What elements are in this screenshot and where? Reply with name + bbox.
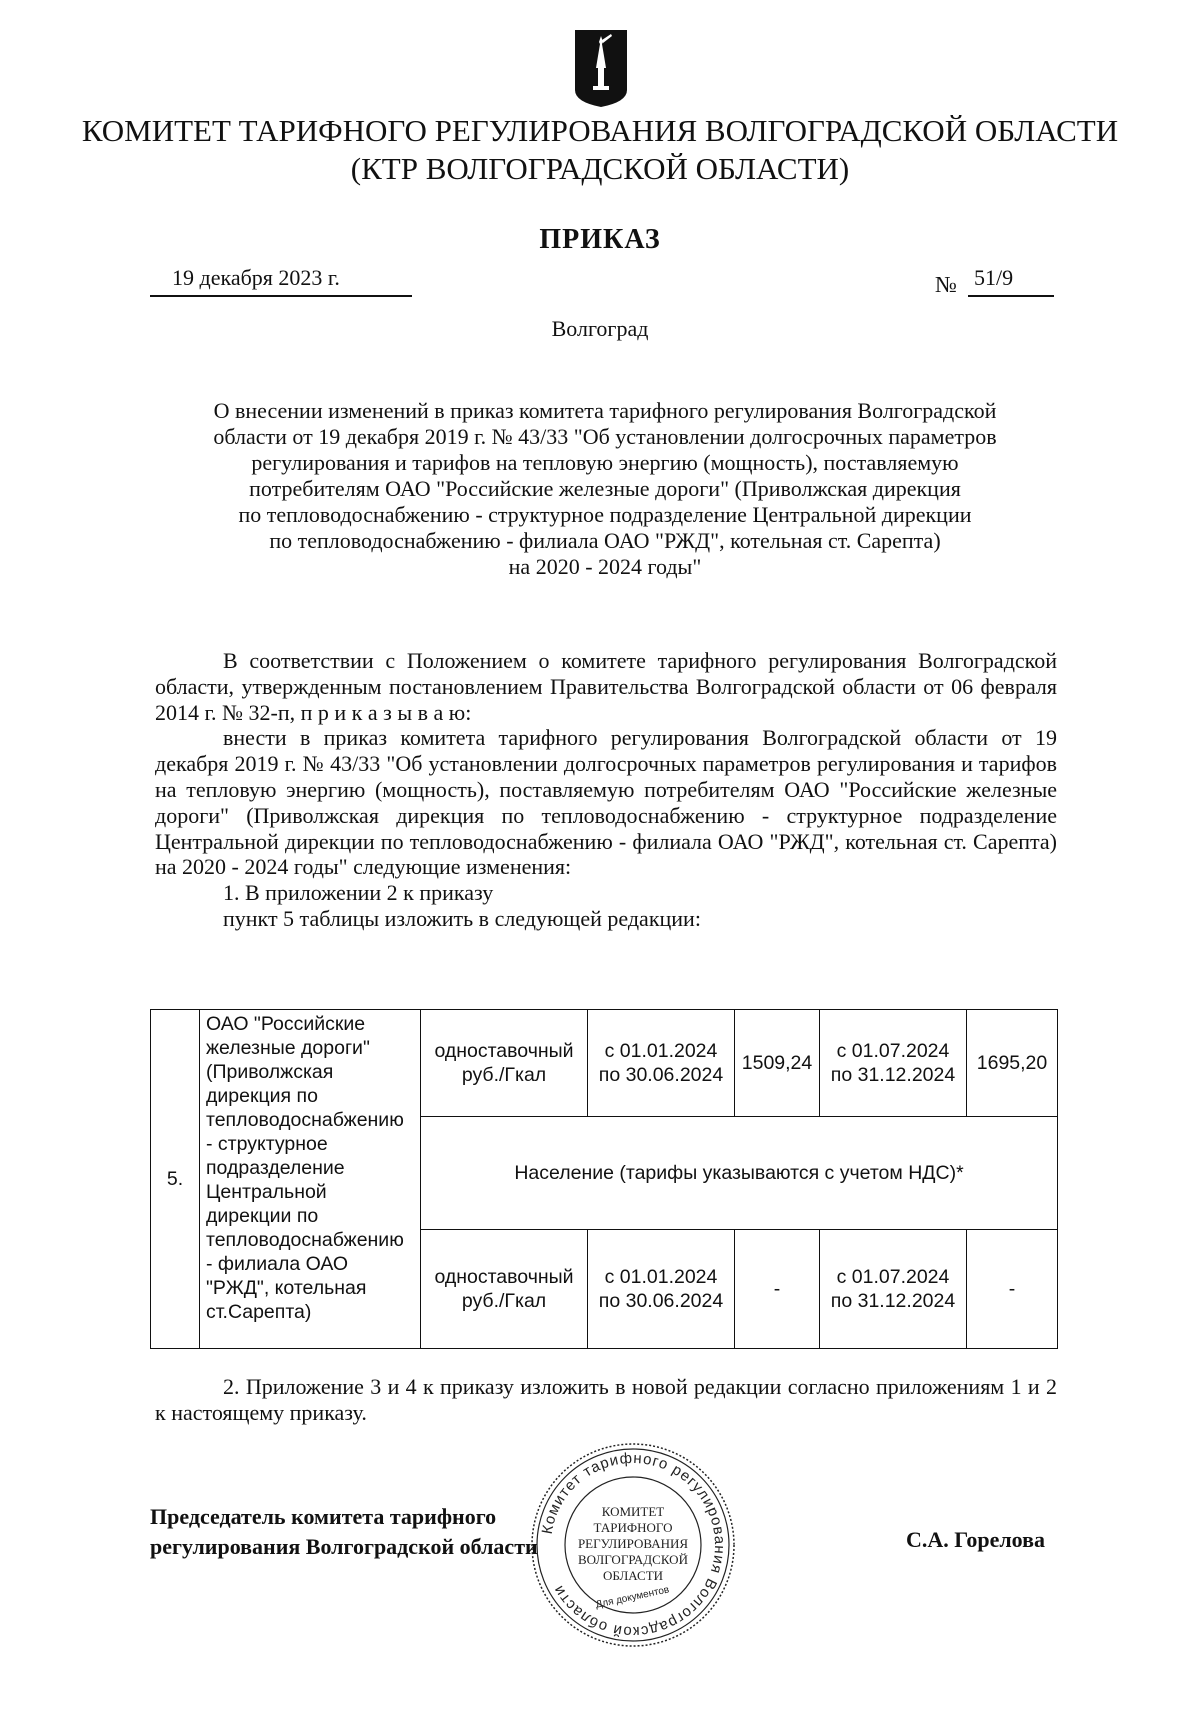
number-label: № <box>935 272 957 297</box>
subject-line: области от 19 декабря 2019 г. № 43/33 "Об установлении долгосрочных параметров <box>213 424 997 449</box>
order-body <box>155 648 1057 932</box>
org-line: подразделение <box>206 1157 345 1179</box>
document-number: 51/9 <box>968 265 1054 297</box>
seal-line: КОМИТЕТ <box>601 1504 665 1519</box>
document-subject <box>160 398 1050 580</box>
org-line: "РЖД", котельная <box>206 1277 367 1299</box>
seal-line: ВОЛГОГРАДСКОЙ <box>578 1552 688 1567</box>
period-1-cell <box>588 1010 735 1117</box>
seal-line: ТАРИФНОГО <box>593 1520 673 1535</box>
tariff-table <box>150 1009 1058 1349</box>
period-start: с 01.07.2024 <box>836 1265 950 1288</box>
position-line: Председатель комитета тарифного <box>150 1504 497 1529</box>
city: Волгоград <box>551 316 649 341</box>
seal-outer-text: Комитет тарифного регулирования Волгоградской области <box>538 1449 729 1641</box>
row-number: 5. <box>151 1010 200 1349</box>
org-line: железные дороги" <box>206 1037 370 1059</box>
period-end: по 31.12.2024 <box>830 1063 956 1086</box>
subject-line: потребителям ОАО "Российские железные дороги" (Приволжская дирекция <box>249 476 961 501</box>
tariff-unit: руб./Гкал <box>461 1063 547 1086</box>
item-1: 1. В приложении 2 к приказу <box>223 880 494 906</box>
position-line: регулирования Волгоградской области <box>150 1534 538 1559</box>
seal-bottom-text: Для документов <box>594 1584 671 1611</box>
value-2-cell: 1695,20 <box>967 1010 1058 1117</box>
official-seal-icon <box>528 1440 738 1650</box>
seal-line: РЕГУЛИРОВАНИЯ <box>577 1536 689 1551</box>
org-line: - филиала ОАО <box>206 1253 349 1275</box>
org-name-line1: КОМИТЕТ ТАРИФНОГО РЕГУЛИРОВАНИЯ ВОЛГОГРАДСКОЙ ОБЛАСТИ <box>81 113 1119 148</box>
subject-line: по тепловодоснабжению - структурное подразделение Центральной дирекции <box>238 502 972 527</box>
tariff-type-cell <box>421 1010 588 1117</box>
org-line: ОАО "Российские <box>206 1013 366 1035</box>
item-2-paragraph <box>155 1374 1057 1426</box>
organization-cell <box>200 1010 421 1349</box>
population-header: Население (тарифы указываются с учетом НДС)* <box>421 1116 1058 1229</box>
preamble-paragraph: В соответствии с Положением о комитете тарифного регулирования Волгоградской области, утвержденным постановлением Правительства Волгоградской области от 06 февраля 2014 г. № 32-п, п р и к а з ы в а ю: <box>155 648 1057 725</box>
table-row <box>151 1010 1058 1117</box>
period-start: с 01.01.2024 <box>604 1265 718 1288</box>
org-line: (Приволжская <box>206 1061 334 1083</box>
org-name-line2: (КТР ВОЛГОГРАДСКОЙ ОБЛАСТИ) <box>350 151 850 186</box>
volgograd-emblem-icon <box>573 28 629 108</box>
org-line: дирекции по <box>206 1205 319 1227</box>
seal-line: ОБЛАСТИ <box>602 1568 664 1583</box>
tariff-type: одноставочный <box>434 1265 574 1288</box>
period-2-cell <box>820 1229 967 1348</box>
subject-line: О внесении изменений в приказ комитета тарифного регулирования Волгоградской <box>213 398 997 423</box>
org-line: тепловодоснабжению <box>206 1109 404 1131</box>
order-paragraph: внести в приказ комитета тарифного регулирования Волгоградской области от 19 декабря 2019 г. № 43/33 "Об установлении долгосрочных параметров регулирования и тарифов на тепловую энергию (мощность), поставляемую потребителям ОАО "Российские железные дороги" (Приволжская дирекция по тепловодоснабжению - структурное подразделение Центральной дирекции по тепловодоснабжению - филиала ОАО "РЖД", котельная ст. Сарепта) на 2020 - 2024 годы" следующие изменения: <box>155 725 1057 880</box>
period-2-cell <box>820 1010 967 1117</box>
tariff-type: одноставочный <box>434 1039 574 1062</box>
period-1-cell <box>588 1229 735 1348</box>
period-start: с 01.01.2024 <box>604 1039 718 1062</box>
document-date: 19 декабря 2023 г. <box>150 265 412 297</box>
org-line: ст.Сарепта) <box>206 1301 312 1323</box>
org-line: дирекция по <box>206 1085 318 1107</box>
value-2-cell: - <box>967 1229 1058 1348</box>
value-1-cell: 1509,24 <box>735 1010 820 1117</box>
period-end: по 30.06.2024 <box>598 1063 724 1086</box>
org-line: тепловодоснабжению <box>206 1229 404 1251</box>
period-start: с 01.07.2024 <box>836 1039 950 1062</box>
tariff-unit: руб./Гкал <box>461 1289 547 1312</box>
subject-line: на 2020 - 2024 годы" <box>508 554 702 579</box>
org-line: - структурное <box>206 1133 328 1155</box>
value-1-cell: - <box>735 1229 820 1348</box>
subject-line: по тепловодоснабжению - филиала ОАО "РЖД", котельная ст. Сарепта) <box>269 528 941 553</box>
signatory-name: С.А. Горелова <box>906 1527 1046 1552</box>
tariff-type-cell <box>421 1229 588 1348</box>
item-1-sub: пункт 5 таблицы изложить в следующей редакции: <box>223 905 701 931</box>
period-end: по 30.06.2024 <box>598 1289 724 1312</box>
period-end: по 31.12.2024 <box>830 1289 956 1312</box>
document-type: ПРИКАЗ <box>539 224 661 255</box>
signatory-position <box>150 1502 538 1562</box>
item-2: 2. Приложение 3 и 4 к приказу изложить в новой редакции согласно приложениям 1 и 2 к настоящему приказу. <box>155 1374 1057 1425</box>
org-line: Центральной <box>206 1181 327 1203</box>
subject-line: регулирования и тарифов на тепловую энергию (мощность), поставляемую <box>251 450 959 475</box>
